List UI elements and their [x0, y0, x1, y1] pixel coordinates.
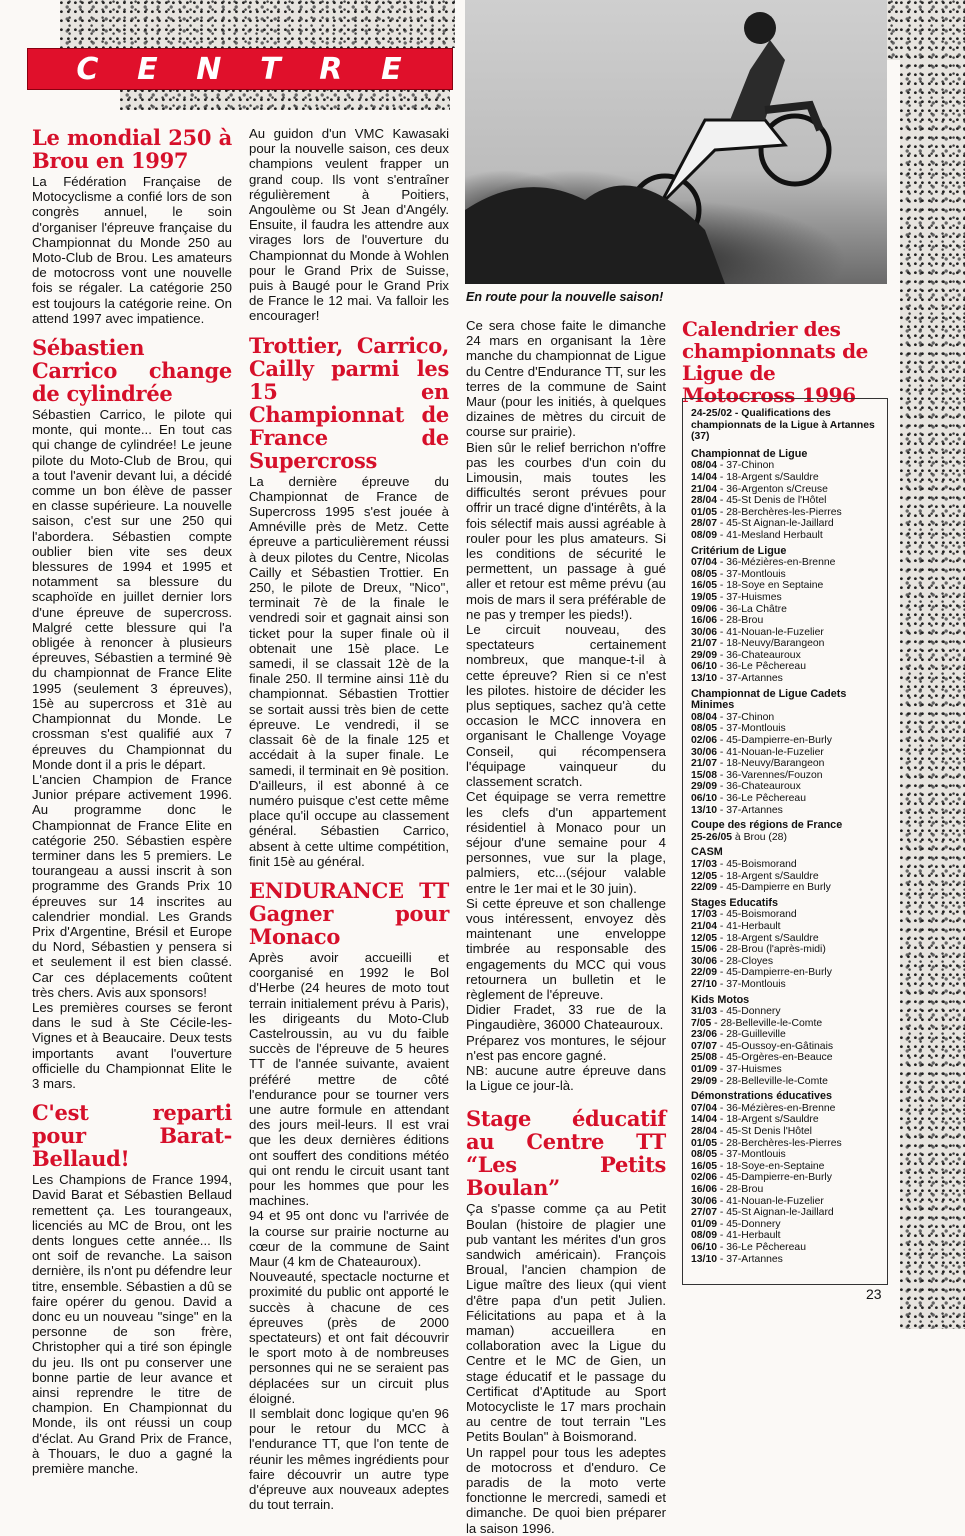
calendar-row: [691, 1006, 879, 1018]
calendar-date: 30/06: [691, 626, 718, 638]
calendar-date: 30/06: [691, 746, 718, 758]
article-paragraph: Si cette épreuve et son challenge vous intéressent, envoyez dès maintenant une enveloppe timbrée au responsable des engagements du MCC qui vous retournera un bulletin et le règlement de l'épreuve.: [466, 895, 666, 1002]
calendar-row: [691, 1041, 879, 1053]
calendar-place: - 28-Berchères-les-Pierres: [719, 1137, 842, 1149]
calendar-row: [691, 723, 879, 735]
calendar-row: [691, 979, 879, 991]
calendar-row: [691, 1052, 879, 1064]
article-paragraph: Il semblait donc logique qu'en 96 pour le retour du MCC à l'endurance TT, que l'on tente de réunir les mêmes ingrédients pour faire découvrir un autre type d'épreuve aux nouveaux adeptes du tout terrain.: [249, 1406, 449, 1513]
calendar-row: [691, 882, 879, 894]
calendar-row: [691, 661, 879, 673]
calendar-date: 28/07: [691, 518, 718, 530]
calendar-row: [691, 484, 879, 496]
calendar-row: [691, 871, 879, 883]
calendar-date: 01/09: [691, 1218, 718, 1230]
calendar-place: - 45-Dampierre-en-Burly: [719, 1172, 832, 1184]
calendar-place: - 28-Belleville-le-Comte: [714, 1017, 823, 1029]
calendar-place: - 18-Neuvy/Barangeon: [719, 638, 825, 650]
article-paragraph: Les Champions de France 1994, David Barat et Sébastien Bellaud remettent ça. Les tourangeaux, licenciés au MC de Brou, ont les dents longues cette année... Ils ont soif de revanche. La saison dernière, ils n'ont pu défendre leur titre, ensemble. Sébastien a dû se faire opérer du genou. David a donc eu un nouveau "singe" en la personne de son frère, Christopher qui a tiré son épingle du jeu. Ils ont pu conserver une bonne partie de leur avance et ainsi reprendre le titre de champion. En Championnat du Monde, ils ont réussi un coup d'éclat. Au Grand Prix de France, à Thouars, le duo a gagné la première manche.: [32, 1172, 232, 1477]
calendar-place: - 45-St Aignan-le-Jaillard: [719, 1207, 834, 1219]
calendar-place: - 36-La Châtre: [719, 603, 787, 615]
article-paragraph: Les premières courses se feront dans le sud à Ste Cécile-les-Vignes et à Beaucaire. Deux tests importants avant l'ouverture officielle du Championnat Elite le 3 mars.: [32, 999, 232, 1091]
calendar-section: [691, 546, 879, 685]
calendar-row: [691, 758, 879, 770]
calendar-place: - 28-Berchères-les-Pierres: [719, 506, 842, 518]
calendar-date: 01/09: [691, 1064, 718, 1076]
calendar-date: 22/09: [691, 882, 718, 894]
calendar-date: 06/10: [691, 793, 718, 804]
calendar-row: [691, 1219, 879, 1231]
calendar-sections: [691, 449, 879, 1265]
calendar-place: - 37-Huismes: [719, 1064, 782, 1076]
calendar-row: [691, 967, 879, 979]
calendar-date: 06/10: [691, 1241, 718, 1253]
calendar-date: 02/06: [691, 1172, 718, 1184]
calendar-place: - 41-Herbault: [719, 1230, 781, 1242]
calendar-date: 29/09: [691, 781, 718, 793]
calendar-date: 07/07: [691, 1040, 718, 1052]
calendar-row: [691, 859, 879, 871]
calendar-section: [691, 1091, 879, 1265]
calendar-place: - 36-Mézières-en-Brenne: [719, 557, 836, 569]
calendar-place: - 28-Cloyes: [719, 955, 774, 967]
calendar-place: - 37-Artannes: [719, 673, 783, 685]
calendar-date: 29/09: [691, 1075, 718, 1087]
calendar-date: 25-26/05: [691, 831, 733, 843]
calendar-row: [691, 1018, 879, 1030]
calendar-row: [691, 1172, 879, 1184]
article-paragraph: Un rappel pour tous les adeptes de motocross et d'enduro. Ce paradis de la moto verte fonctionne le mercredi, samedi et dimanche. De quoi bien préparer la saison 1996.: [466, 1444, 666, 1536]
section-banner: [27, 48, 453, 90]
calendar-date: 19/05: [691, 591, 718, 603]
calendar-place: - 45-St Denis de l'Hôtel: [719, 495, 827, 507]
calendar-row: [691, 580, 879, 592]
speckled-border-top: [60, 0, 455, 48]
calendar-date: 17/03: [691, 909, 718, 921]
calendar-place: - 36-Le Pêchereau: [719, 661, 806, 673]
calendar-place: - 36-Le Pêchereau: [719, 793, 806, 804]
calendar-row: [691, 557, 879, 569]
calendar-place: - 37-Artannes: [719, 1253, 783, 1265]
calendar-row: [691, 569, 879, 581]
calendar-date: 16/05: [691, 1160, 718, 1172]
calendar-place: - 36-Mézières-en-Brenne: [719, 1102, 836, 1114]
calendar-row: [691, 1230, 879, 1242]
calendar-row: [691, 1149, 879, 1161]
calendar-date: 22/09: [691, 967, 718, 979]
speckled-border-right: [900, 0, 965, 1329]
calendar-intro-text: - Qualifications des championnats de la Ligue à Artannes (37): [691, 408, 875, 443]
article-paragraph: Après avoir accueilli et coorganisé en 1992 le Bol d'Herbe (24 heures de moto tout terrain initialement prévu à Paris), les dirigeants du Moto-Club Castelroussin, au vu du faible succès de l'épreuve de 5 heures TT de l'année suivante, avaient préféré mettre de côté l'endurance pour se tourner vers une autre formule en attendant des jours meil-leurs. Il est vrai que les deux dernières éditions ont souffert des conditions météo qui ont rendu le circuit usant tant pour les hommes que pour les machines.: [249, 949, 449, 1209]
calendar-row: [691, 1103, 879, 1115]
calendar-row: [691, 495, 879, 507]
calendar-place: - 45-Oussoy-en-Gâtinais: [719, 1040, 834, 1052]
calendar-date: 12/05: [691, 932, 718, 944]
calendar-place: - 37-Montlouis: [719, 723, 786, 735]
article-paragraph: Cet équipage se verra remettre les clefs d'un appartement résidentiel à Monaco pour un séjour d'une semaine pour 4 personnes, vue sur la plage, palmiers, etc...(séjour valable entre le 1er mai et le 30 juin).: [466, 789, 666, 896]
calendar-place: - 41-Herbault: [719, 920, 781, 932]
calendar-row: [691, 1184, 879, 1196]
calendar-row: [691, 1242, 879, 1254]
calendar-row: [691, 1254, 879, 1266]
calendar-place: - 18-Argent s/Sauldre: [719, 932, 819, 944]
article-paragraph: L'ancien Champion de France Junior prépare activement 1996. Au programme donc le Championnat de France Elite en catégorie 250. Sébastien espère terminer dans les 5 premiers. Le tourangeau a aussi inscrit à son programme des Grands Prix 10 épreuves sur 14 inscrites au calendrier mondial. Les Grands Prix d'Argentine, Brésil et Europe du Nord, Sébastien y pensera si et seulement il est bien classé. Car ces déplacements coûtent très chers. Avis aux sponsors!: [32, 771, 232, 1000]
column-2: [249, 126, 449, 1512]
calendar-date: 15/08: [691, 769, 718, 781]
calendar-row: [691, 1064, 879, 1076]
calendar-row: [691, 472, 879, 484]
calendar-place: - 45-Donnery: [719, 1006, 781, 1018]
calendar-date: 27/07: [691, 1207, 718, 1219]
calendar-place: - 41-Nouan-le-Fuzelier: [719, 626, 824, 638]
calendar-row: [691, 944, 879, 956]
calendar-row: [691, 507, 879, 519]
calendar-row: [691, 770, 879, 782]
page-number: 23: [866, 1286, 882, 1302]
calendar-row: [691, 933, 879, 945]
calendar-section-title: Critérium de Ligue: [691, 544, 787, 557]
article-paragraph: 94 et 95 ont donc vu l'arrivée de la course sur prairie nocturne au cœur de la commune de Saint Maur (4 km de Chateauroux).: [249, 1208, 449, 1269]
calendar-place: - 28-Brou (l'après-midi): [719, 944, 826, 956]
calendar-place: - 45-Dampierre-en-Burly: [719, 967, 832, 979]
calendar-date: 7/05: [691, 1017, 712, 1029]
calendar-place: - 45-Boismorand: [719, 858, 797, 870]
calendar-date: 06/10: [691, 661, 718, 673]
article-paragraph: Au guidon d'un VMC Kawasaki pour la nouvelle saison, ces deux champions veulent frapper un grand coup. Ils vont s'entraîner régulièrement à Poitiers, Angoulème ou St Jean d'Angély. Ensuite, il faudra les attendre aux virages lors de l'ouverture du Championnat du Monde à Wohlen pour le Grand Prix de Suisse, puis à Baugé pour le Grand Prix de France le 12 mai. Va falloir les encourager!: [249, 126, 449, 324]
calendar-row: [691, 781, 879, 793]
calendar-place: à Brou (28): [734, 831, 787, 843]
calendar-row: [691, 1138, 879, 1150]
calendar-section-title: Championnat de Ligue: [691, 447, 808, 460]
calendar-place: - 41-Nouan-le-Fuzelier: [719, 746, 824, 758]
calendar-date: 29/09: [691, 649, 718, 661]
banner-letter: N: [196, 51, 224, 87]
calendar-date: 21/07: [691, 758, 718, 770]
calendar-place: - 18-Argent s/Sauldre: [719, 870, 819, 882]
calendar-place: - 45-St Aignan-le-Jaillard: [719, 518, 834, 530]
calendar-row: [691, 712, 879, 724]
calendar-row: [691, 909, 879, 921]
article-paragraph: Ça s'passe comme ça au Petit Boulan (histoire de plagier une pub vantant les mérites d'un gros sandwich américain). François Broual, l'ancien champion de Ligue maître des lieux (qui vient d'être papa d'un petit Julien. Félicitations au papa et à la maman) accueillera en collaboration avec la Ligue du Centre et le MC de Gien, un stage éducatif et le passage du Certificat d'Aptitude au Sport Motocycliste le 17 mars prochain au centre de tout terrain "Les Petits Boulan" à Boismorand.: [466, 1201, 666, 1445]
calendar-row: [691, 1076, 879, 1088]
banner-letter: C: [76, 51, 101, 87]
banner-letter: E: [137, 51, 160, 87]
calendar-row: [691, 1161, 879, 1173]
calendar-date: 16/05: [691, 580, 718, 592]
calendar-row: [691, 805, 879, 817]
article-paragraph: La Fédération Française de Motocyclisme a confié lors de son congrès annuel, le soin d'organiser l'épreuve française du Championnat du Monde 250 au Moto-Club de Brou. Les amateurs de motocross vont une nouvelle fois se régaler. La catégorie 250 est toujours la catégorie reine. On attend 1997 avec impatience.: [32, 174, 232, 326]
calendar-date: 01/05: [691, 506, 718, 518]
banner-letter: R: [319, 51, 345, 87]
calendar-place: - 36-Argenton s/Creuse: [719, 483, 828, 495]
calendar-row: [691, 956, 879, 968]
calendar-date: 08/09: [691, 529, 718, 541]
calendar-place: - 45-St Denis l'Hôtel: [719, 1126, 812, 1138]
calendar-date: 31/03: [691, 1006, 718, 1018]
article-paragraph: La dernière épreuve du Championnat de France de Supercross 1995 s'est jouée à Amnéville près de Metz. Cette épreuve a particulièrement réussi à deux pilotes du Centre, Nicolas Cailly et Sébastien Trottier. En 250, le pilote de Dreux, "Nico", terminait 7è de la finale le vendredi soir et gagnait ainsi son ticket pour la super finale où il obtenait une 15è place. Le samedi, il se classait 12è de la finale 250. Il termine ainsi 11è du championnat. Sébastien Trottier se sortait aussi très bien de cette épreuve. Le vendredi, il se classait 6è de la finale 125 et accédait à la super finale. Le samedi, il terminait en 9è position. D'ailleurs, il est abonné à ce numéro puisque c'est cette même place qu'il occupe au classement général. Sébastien Carrico, absent à cette ultime compétition, finit 15è au général.: [249, 473, 449, 869]
article-paragraph: Le circuit nouveau, des spectateurs certainement nombreux, que manque-t-il à cette épreuve? Rien si ce n'est les pilotes. histoire de décider les plus septiques, sachez qu'à cette occasion le MCC innovera en organisant le Challenge Voyage Conseil, qui récompensera l'équipage vainqueur du classement scratch.: [466, 622, 666, 790]
calendar-date: 28/04: [691, 495, 718, 507]
calendar-row: [691, 673, 879, 685]
calendar-date: 08/05: [691, 568, 718, 580]
calendar-place: - 36-Chateauroux: [719, 649, 801, 661]
calendar-row: [691, 460, 879, 472]
article-title: Le mondial 250 à Brou en 1997: [32, 125, 232, 173]
banner-letter: T: [260, 51, 283, 87]
calendar-date: 25/08: [691, 1052, 718, 1064]
calendar-date: 30/06: [691, 955, 718, 967]
calendar-date: 14/04: [691, 1114, 718, 1126]
calendar-section-title: Stages Educatifs: [691, 896, 779, 909]
banner-letter: E: [381, 51, 404, 87]
article-paragraph: Préparez vos montures, le séjour n'est pas encore gagné.: [466, 1032, 666, 1063]
calendar-date: 08/04: [691, 711, 718, 723]
calendar-date: 08/05: [691, 723, 718, 735]
calendar-place: - 28-Guilleville: [719, 1029, 786, 1041]
calendar-place: - 18-Soye-en-Septaine: [719, 1160, 825, 1172]
calendar-date: 09/06: [691, 603, 718, 615]
calendar-row: [691, 518, 879, 530]
calendar-date: 14/04: [691, 471, 718, 483]
calendar-date: 16/06: [691, 1184, 718, 1195]
article-title: Trottier, Carrico, Cailly parmi les 15 en Championnat de France de Supercross: [249, 332, 449, 473]
article-title: ENDURANCE TT Gagner pour Monaco: [249, 877, 449, 949]
calendar-date: 07/04: [691, 557, 718, 569]
calendar-date: 27/10: [691, 978, 718, 990]
calendar-place: - 18-Soye en Septaine: [719, 580, 824, 592]
article-paragraph: Sébastien Carrico, le pilote qui monte, qui monte... En tout cas qui change de cylindrée! Le jeune pilote du Moto-Club de Brou, qui a tout l'avenir devant lui, a décidé comme un bon élève de passer en classe supérieure. La nouvelle saison, c'est sur une 250 qui l'abordera. Sébastien compte oublier bien vite ses deux blessures de 1994 et 1995 et notamment sa blessure du scaphoïde en juillet dernier lors d'une épreuve de supercross. Malgré cette blessure qui l'a obligée à renoncer à plusieurs épreuves, Sébastien a terminé 9è du championnat de France Elite 1995 (seulement 3 épreuves), 15è au supercross et 31è au Championnat du Monde. Le crossman s'est qualifié aux 7 épreuves du Championnat du Monde dont il a pris le départ.: [32, 407, 232, 772]
article-paragraph: Didier Fradet, 33 rue de la Pingaudière, 36000 Chateauroux.: [466, 1002, 666, 1033]
column-3: [466, 318, 666, 1536]
calendar-place: - 28-Belleville-le-Comte: [719, 1075, 828, 1087]
article-title: Sébastien Carrico change de cylindrée: [32, 335, 232, 407]
calendar-date: 01/05: [691, 1137, 718, 1149]
calendar-date: 21/07: [691, 638, 718, 650]
calendar-title: Calendrier des championnats de Ligue de Motocross 1996: [682, 317, 868, 407]
calendar-row: [691, 530, 879, 542]
calendar-row: [691, 1126, 879, 1138]
motocross-jump-photo: [465, 0, 887, 284]
calendar-place: - 37-Huismes: [719, 591, 782, 603]
calendar-date: 12/05: [691, 870, 718, 882]
calendar-date: 16/06: [691, 615, 718, 627]
calendar-place: - 37-Artannes: [719, 804, 783, 816]
calendar-row: [691, 832, 879, 844]
calendar-place: - 28-Brou: [719, 615, 764, 627]
calendar-place: - 45-Donnery: [719, 1218, 781, 1230]
calendar-box: [682, 398, 888, 1285]
photo-caption: En route pour la nouvelle saison!: [466, 290, 664, 304]
calendar-section: [691, 820, 879, 843]
calendar-date: 08/04: [691, 460, 718, 472]
calendar-row: [691, 615, 879, 627]
calendar-row: [691, 921, 879, 933]
calendar-date: 13/10: [691, 1253, 718, 1265]
speckled-border-under-banner: [120, 88, 450, 110]
calendar-place: - 45-Boismorand: [719, 909, 797, 921]
calendar-date: 30/06: [691, 1195, 718, 1207]
calendar-section-title: Démonstrations éducatives: [691, 1090, 833, 1103]
calendar-section: [691, 898, 879, 991]
calendar-intro: [691, 408, 879, 443]
article-title: Stage éducatif au Centre TT “Les Petits Boulan”: [466, 1106, 666, 1201]
section-banner-title: [28, 49, 452, 89]
calendar-section: [691, 995, 879, 1088]
calendar-row: [691, 638, 879, 650]
calendar-place: - 37-Chinon: [719, 460, 775, 472]
calendar-row: [691, 627, 879, 639]
calendar-place: - 41-Mesland Herbault: [719, 529, 823, 541]
calendar-place: - 41-Nouan-le-Fuzelier: [719, 1195, 824, 1207]
calendar-date: 17/03: [691, 858, 718, 870]
calendar-date: 28/04: [691, 1126, 718, 1138]
calendar-date: 21/04: [691, 483, 718, 495]
calendar-row: [691, 592, 879, 604]
calendar-section-title: Kids Motos: [691, 993, 750, 1006]
calendar-place: - 45-Orgères-en-Beauce: [719, 1052, 833, 1064]
calendar-row: [691, 650, 879, 662]
calendar-section: [691, 847, 879, 893]
calendar-row: [691, 1114, 879, 1126]
calendar-section-title: CASM: [691, 846, 723, 859]
calendar-date: 15/06: [691, 944, 718, 956]
article-paragraph: Bien sûr le relief berrichon n'offre pas les courbes d'un coin du Limousin, mais toutes les difficultés seront prévues pour offrir un tracé digne d'intérêts, à la fois sélectif mais aussi agréable à rouler pour les plus amateurs. Si les conditions de sécurité le permettent, un passage à gué aller et retour est même prévu (au mois de mars il sera préférable de ne pas y tremper les pieds!).: [466, 439, 666, 622]
calendar-row: [691, 735, 879, 747]
calendar-date: 07/04: [691, 1102, 718, 1114]
calendar-place: - 36-Le Pêchereau: [719, 1241, 806, 1253]
calendar-row: [691, 793, 879, 805]
calendar-intro-date: 24-25/02: [691, 408, 733, 419]
calendar-row: [691, 747, 879, 759]
calendar-place: - 45-Dampierre en Burly: [719, 882, 831, 894]
article-paragraph: NB: aucune autre épreuve dans la Ligue ce jour-là.: [466, 1062, 666, 1094]
calendar-place: - 45-Dampierre-en-Burly: [719, 735, 832, 747]
calendar-row: [691, 1029, 879, 1041]
calendar-place: - 18-Argent s/Sauldre: [719, 1114, 819, 1126]
calendar-place: - 18-Neuvy/Barangeon: [719, 758, 825, 770]
calendar-date: 02/06: [691, 735, 718, 747]
calendar-place: - 37-Montlouis: [719, 1149, 786, 1161]
article-paragraph: Ce sera chose faite le dimanche 24 mars en organisant la 1ère manche du championnat de Ligue du Centre d'Endurance TT, sur les terres de la commune de Saint Maur (pour les initiés, à quelques dizaines de mètres du circuit de course sur prairie).: [466, 318, 666, 440]
calendar-date: 13/10: [691, 804, 718, 816]
calendar-date: 08/09: [691, 1230, 718, 1242]
calendar-place: - 37-Montlouis: [719, 978, 786, 990]
column-1: [32, 126, 232, 1476]
article-title: C'est reparti pour Barat-Bellaud!: [32, 1100, 232, 1172]
calendar-row: [691, 1196, 879, 1208]
calendar-place: - 28-Brou: [719, 1184, 764, 1195]
calendar-place: - 37-Chinon: [719, 711, 775, 723]
calendar-place: - 37-Montlouis: [719, 568, 786, 580]
calendar-section-title: Championnat de Ligue Cadets Minimes: [691, 687, 847, 712]
calendar-place: - 18-Argent s/Sauldre: [719, 471, 819, 483]
calendar-section: [691, 449, 879, 542]
calendar-date: 23/06: [691, 1029, 718, 1041]
calendar-section-title: Coupe des régions de France: [691, 819, 843, 832]
motocross-rider-illustration: [465, 0, 887, 284]
calendar-row: [691, 604, 879, 616]
calendar-date: 08/05: [691, 1149, 718, 1161]
calendar-row: [691, 1207, 879, 1219]
calendar-date: 13/10: [691, 673, 718, 685]
article-paragraph: Nouveauté, spectacle nocturne et proximité du public ont apporté le succès à chacune de ces épreuves (près de 2000 spectateurs) et ont fait découvrir le sport moto à de nombreuses personnes qui ne se seraient pas déplacées sur un circuit plus éloigné.: [249, 1269, 449, 1406]
calendar-place: - 36-Chateauroux: [719, 781, 801, 793]
calendar-place: - 36-Varennes/Fouzon: [719, 769, 823, 781]
calendar-date: 21/04: [691, 920, 718, 932]
calendar-section: [691, 689, 879, 817]
